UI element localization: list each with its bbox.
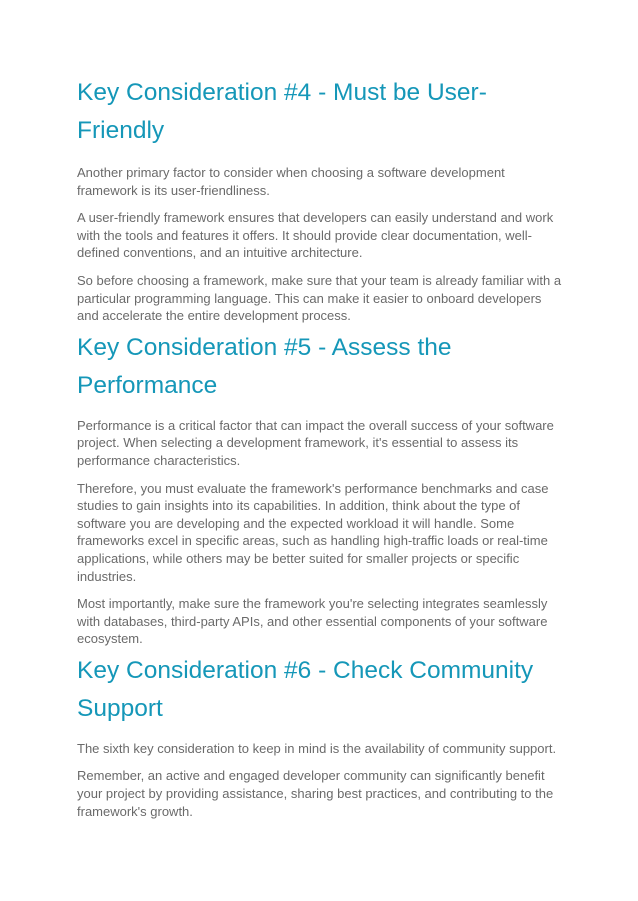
section-performance — [77, 329, 563, 648]
section-heading: Key Consideration #4 - Must be User-Friendly — [77, 79, 487, 144]
section-heading: Key Consideration #5 - Assess the Performance — [77, 333, 452, 399]
paragraph: The sixth key consideration to keep in mind is the availability of community support. — [77, 740, 557, 756]
section-heading: Key Consideration #6 - Check Community Support — [77, 656, 534, 722]
paragraph: Remember, an active and engaged developer community can significantly benefit your project by providing assistance, sharing best practices, and contributing to the framework's growth. — [77, 768, 554, 819]
document-page — [77, 74, 563, 820]
paragraph: Another primary factor to consider when choosing a software development framework is its user-friendliness. — [77, 165, 505, 198]
paragraph: Therefore, you must evaluate the framework's performance benchmarks and case studies to gain insights into its capabilities. In addition, think about the type of software you are developing and the expected workload it will handle. Some frameworks excel in specific areas, such as handling high-traffic loads or real-time applications, while others may be better suited for smaller projects or specific industries. — [77, 480, 549, 584]
section-community-support — [77, 652, 563, 820]
paragraph: Performance is a critical factor that can impact the overall success of your software project. When selecting a development framework, it's essential to assess its performance characteristics. — [77, 417, 554, 468]
paragraph: A user-friendly framework ensures that developers can easily understand and work with the tools and features it offers. It should provide clear documentation, well-defined conventions, and an intuitive architecture. — [77, 210, 554, 261]
paragraph: So before choosing a framework, make sure that your team is already familiar with a particular programming language. This can make it easier to onboard developers and accelerate the entire development process. — [77, 272, 562, 324]
paragraph: Most importantly, make sure the framework you're selecting integrates seamlessly with databases, third-party APIs, and other essential components of your software ecosystem. — [77, 596, 548, 647]
section-user-friendly — [77, 74, 563, 325]
